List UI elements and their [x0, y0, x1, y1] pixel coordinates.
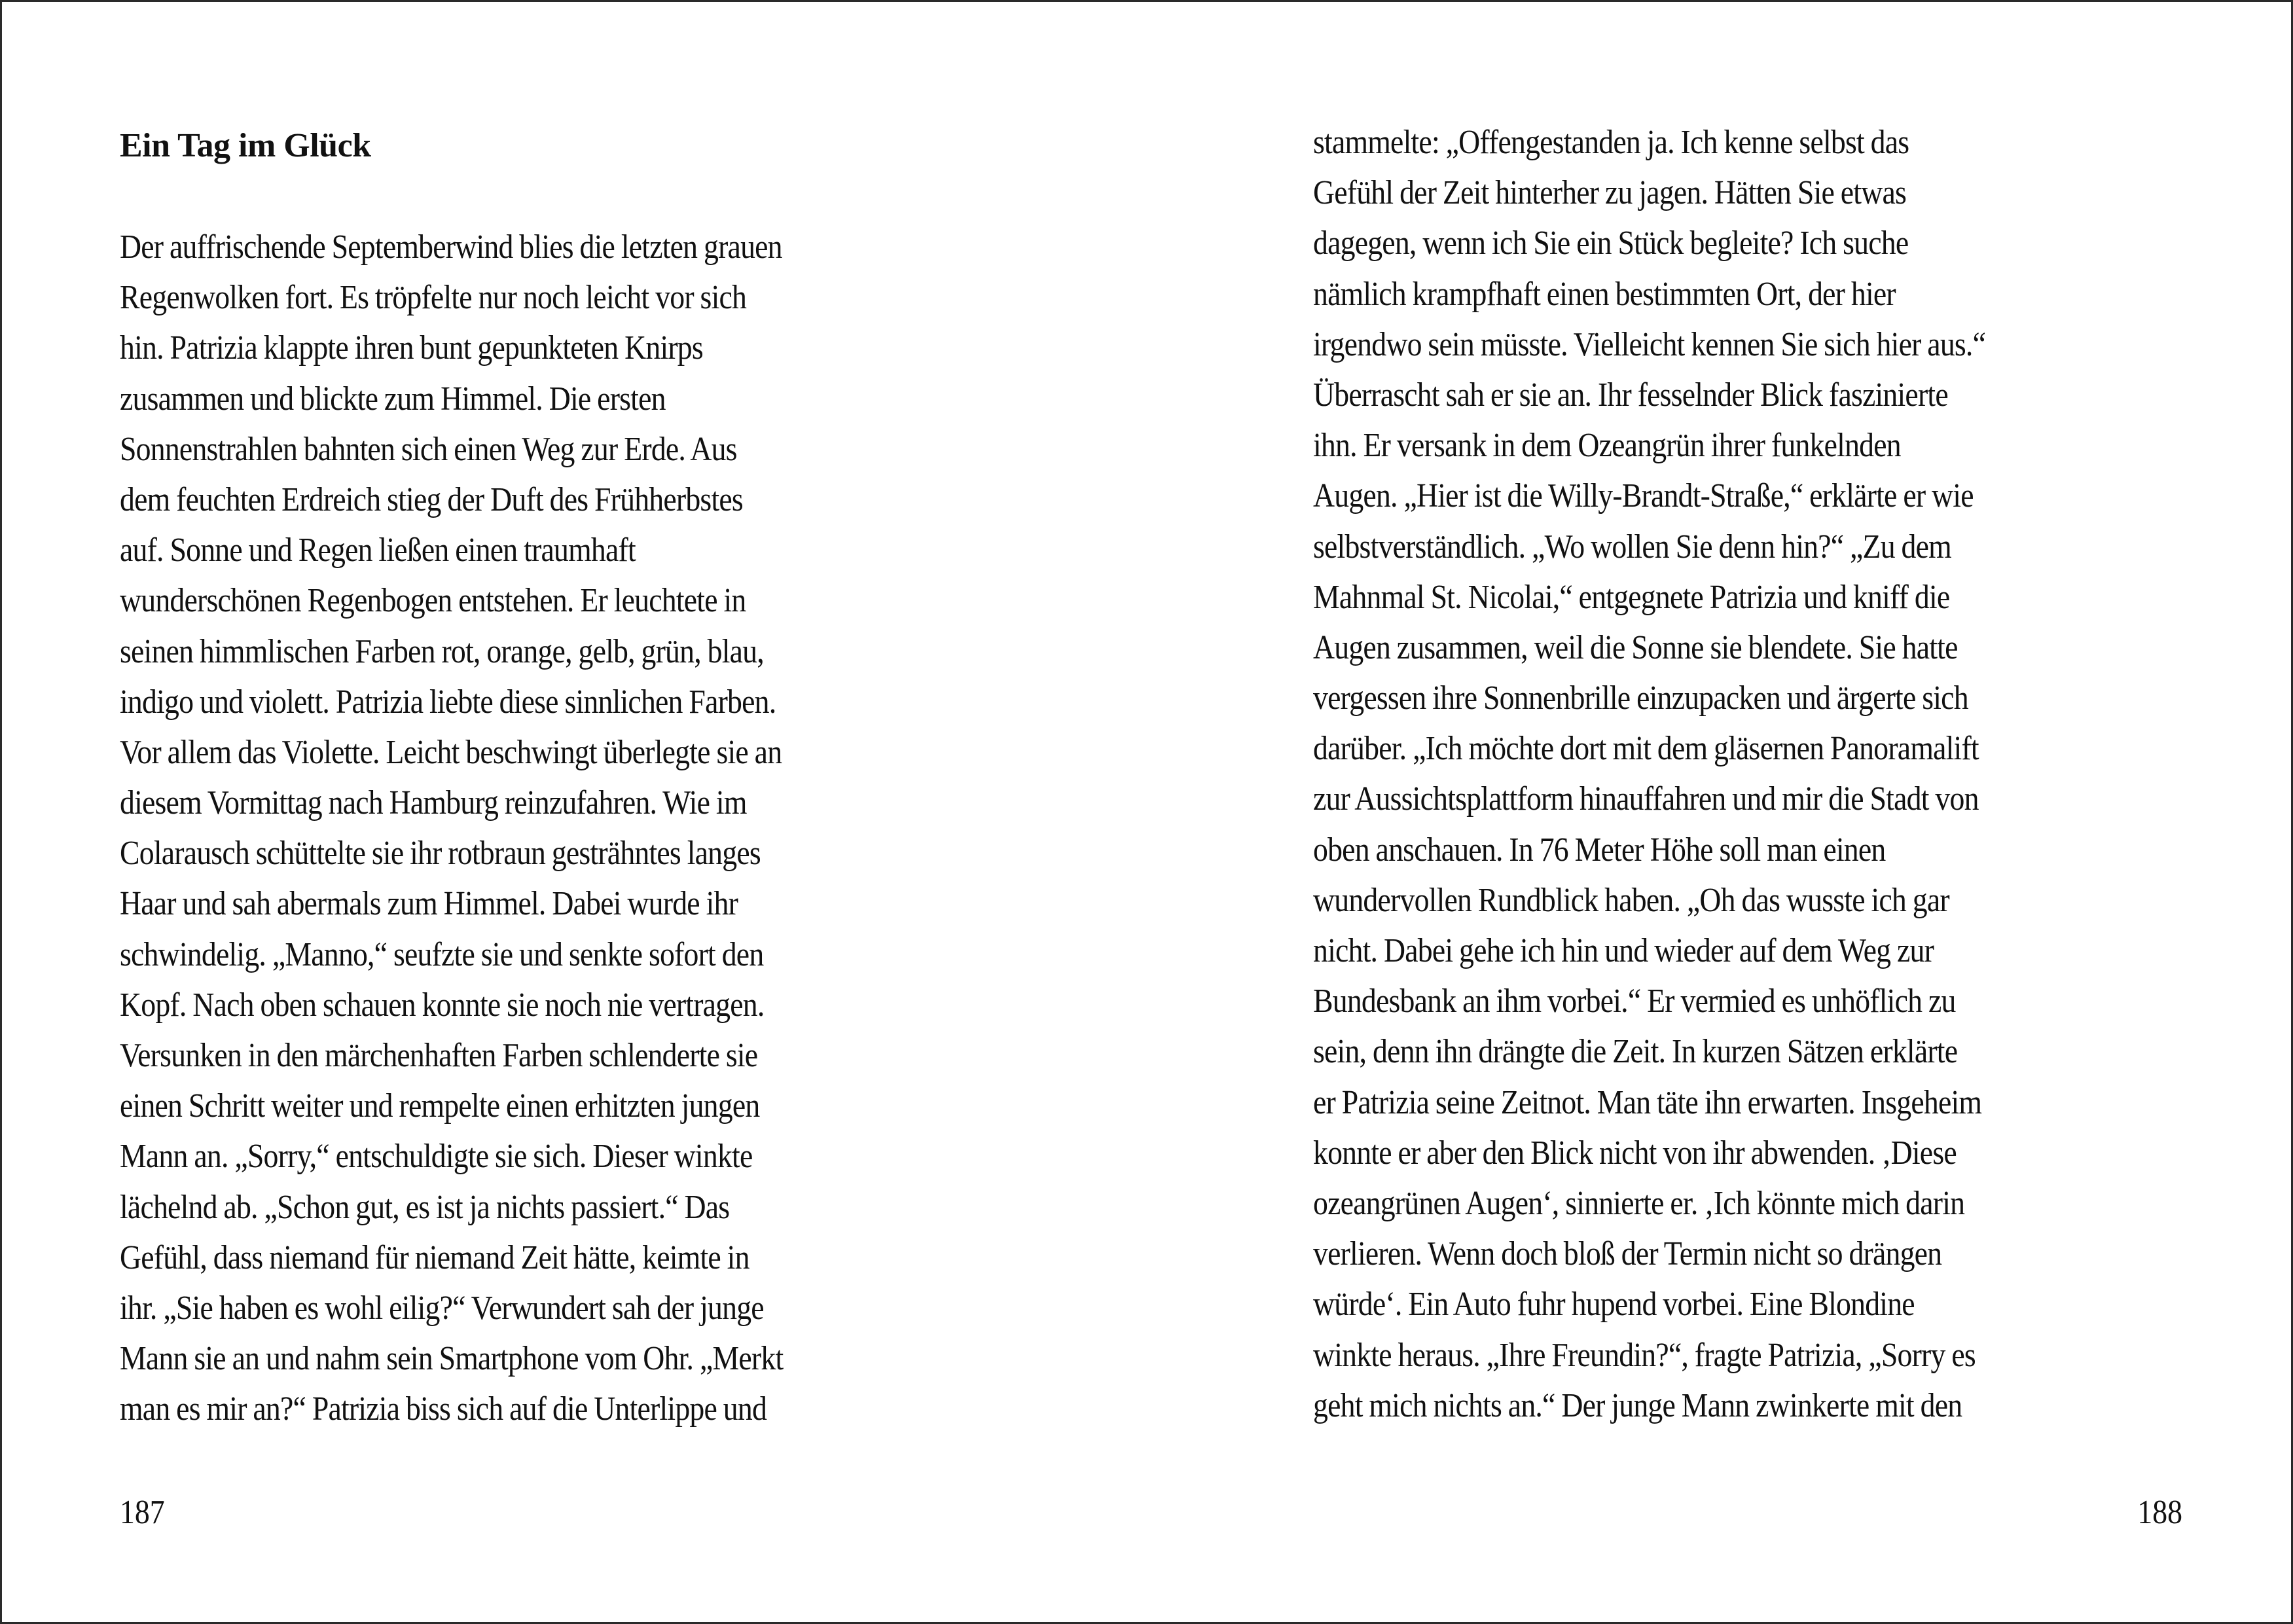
- text-line: vergessen ihre Sonnenbrille einzupacken und ärgerte sich: [1313, 679, 1968, 717]
- page-number-right: 188: [2137, 1494, 2182, 1531]
- text-line: winkte heraus. „Ihre Freundin?“, fragte Patrizia, „Sorry es: [1313, 1336, 1976, 1374]
- text-line: Vor allem das Violette. Leicht beschwingt überlegte sie an: [120, 733, 782, 771]
- text-line: diesem Vormittag nach Hamburg reinzufahren. Wie im: [120, 784, 747, 822]
- text-line: schwindelig. „Manno,“ seufzte sie und senkte sofort den: [120, 935, 764, 973]
- text-line: Bundesbank an ihm vorbei.“ Er vermied es unhöflich zu: [1313, 983, 1956, 1020]
- text-line: Gefühl, dass niemand für niemand Zeit hätte, keimte in: [120, 1238, 749, 1276]
- text-line: sein, denn ihn drängte die Zeit. In kurzen Sätzen erklärte: [1313, 1033, 1958, 1071]
- text-line: wundervollen Rundblick haben. „Oh das wusste ich gar: [1313, 881, 1949, 919]
- text-line: verlieren. Wenn doch bloß der Termin nicht so drängen: [1313, 1235, 1942, 1273]
- text-line: Überrascht sah er sie an. Ihr fesselnder Blick faszinierte: [1313, 376, 1948, 414]
- text-line: ozeangrünen Augen‘, sinnierte er. ‚Ich könnte mich darin: [1313, 1184, 1965, 1222]
- text-line: Augen. „Hier ist die Willy-Brandt-Straße,“ erklärte er wie: [1313, 477, 1974, 515]
- text-line: Sonnenstrahlen bahnten sich einen Weg zur Erde. Aus: [120, 430, 737, 468]
- text-line: zur Aussichtsplattform hinauffahren und mir die Stadt von: [1313, 780, 1979, 818]
- text-line: man es mir an?“ Patrizia biss sich auf die Unterlippe und: [120, 1390, 767, 1428]
- text-line: Der auffrischende Septemberwind blies die letzten grauen: [120, 228, 782, 266]
- text-line: darüber. „Ich möchte dort mit dem gläsernen Panoramalift: [1313, 730, 1979, 768]
- text-line: hin. Patrizia klappte ihren bunt gepunkteten Knirps: [120, 329, 703, 367]
- text-line: selbstverständlich. „Wo wollen Sie denn hin?“ „Zu dem: [1313, 528, 1951, 566]
- text-line: wunderschönen Regenbogen entstehen. Er leuchtete in: [120, 582, 746, 620]
- right-page-body-text: [1313, 117, 2077, 1431]
- text-line: nicht. Dabei gehe ich hin und wieder auf dem Weg zur: [1313, 932, 1934, 969]
- text-line: Gefühl der Zeit hinterher zu jagen. Hätten Sie etwas: [1313, 174, 1907, 212]
- text-line: konnte er aber den Blick nicht von ihr abwenden. ‚Diese: [1313, 1134, 1957, 1172]
- text-line: Mann an. „Sorry,“ entschuldigte sie sich. Dieser winkte: [120, 1138, 753, 1176]
- text-line: er Patrizia seine Zeitnot. Man täte ihn erwarten. Insgeheim: [1313, 1083, 1982, 1121]
- text-line: oben anschauen. In 76 Meter Höhe soll man einen: [1313, 831, 1886, 869]
- text-line: ihr. „Sie haben es wohl eilig?“ Verwundert sah der junge: [120, 1289, 764, 1327]
- text-line: nämlich krampfhaft einen bestimmten Ort, der hier: [1313, 275, 1896, 313]
- chapter-title: Ein Tag im Glück: [120, 127, 371, 164]
- text-line: würde‘. Ein Auto fuhr hupend vorbei. Eine Blondine: [1313, 1286, 1915, 1324]
- text-line: irgendwo sein müsste. Vielleicht kennen Sie sich hier aus.“: [1313, 325, 1986, 363]
- left-page: [2, 2, 1148, 1622]
- text-line: Versunken in den märchenhaften Farben schlenderte sie: [120, 1037, 758, 1074]
- text-line: Regenwolken fort. Es tröpfelte nur noch leicht vor sich: [120, 279, 747, 317]
- text-line: lächelnd ab. „Schon gut, es ist ja nichts passiert.“ Das: [120, 1188, 730, 1226]
- left-page-body-text: [120, 222, 874, 1435]
- text-line: Haar und sah abermals zum Himmel. Dabei wurde ihr: [120, 885, 738, 923]
- text-line: Augen zusammen, weil die Sonne sie blendete. Sie hatte: [1313, 628, 1958, 666]
- text-line: Kopf. Nach oben schauen konnte sie noch nie vertragen.: [120, 986, 765, 1024]
- text-line: zusammen und blickte zum Himmel. Die ersten: [120, 380, 666, 418]
- text-line: geht mich nichts an.“ Der junge Mann zwinkerte mit den: [1313, 1386, 1962, 1424]
- text-line: einen Schritt weiter und rempelte einen erhitzten jungen: [120, 1087, 760, 1125]
- page-number-left: 187: [120, 1494, 165, 1531]
- text-line: auf. Sonne und Regen ließen einen traumhaft: [120, 532, 636, 569]
- text-line: seinen himmlischen Farben rot, orange, gelb, grün, blau,: [120, 632, 764, 670]
- text-line: Mann sie an und nahm sein Smartphone vom Ohr. „Merkt: [120, 1340, 784, 1378]
- text-line: dagegen, wenn ich Sie ein Stück begleite? Ich suche: [1313, 225, 1909, 262]
- right-page: [1148, 2, 2293, 1622]
- text-line: Colarausch schüttelte sie ihr rotbraun gesträhntes langes: [120, 835, 761, 873]
- text-line: dem feuchten Erdreich stieg der Duft des Frühherbstes: [120, 480, 743, 518]
- text-line: ihn. Er versank in dem Ozeangrün ihrer funkelnden: [1313, 427, 1901, 465]
- text-line: Mahnmal St. Nicolai,“ entgegnete Patrizia und kniff die: [1313, 578, 1950, 616]
- text-line: stammelte: „Offengestanden ja. Ich kenne selbst das: [1313, 124, 1909, 161]
- text-line: indigo und violett. Patrizia liebte diese sinnlichen Farben.: [120, 683, 776, 721]
